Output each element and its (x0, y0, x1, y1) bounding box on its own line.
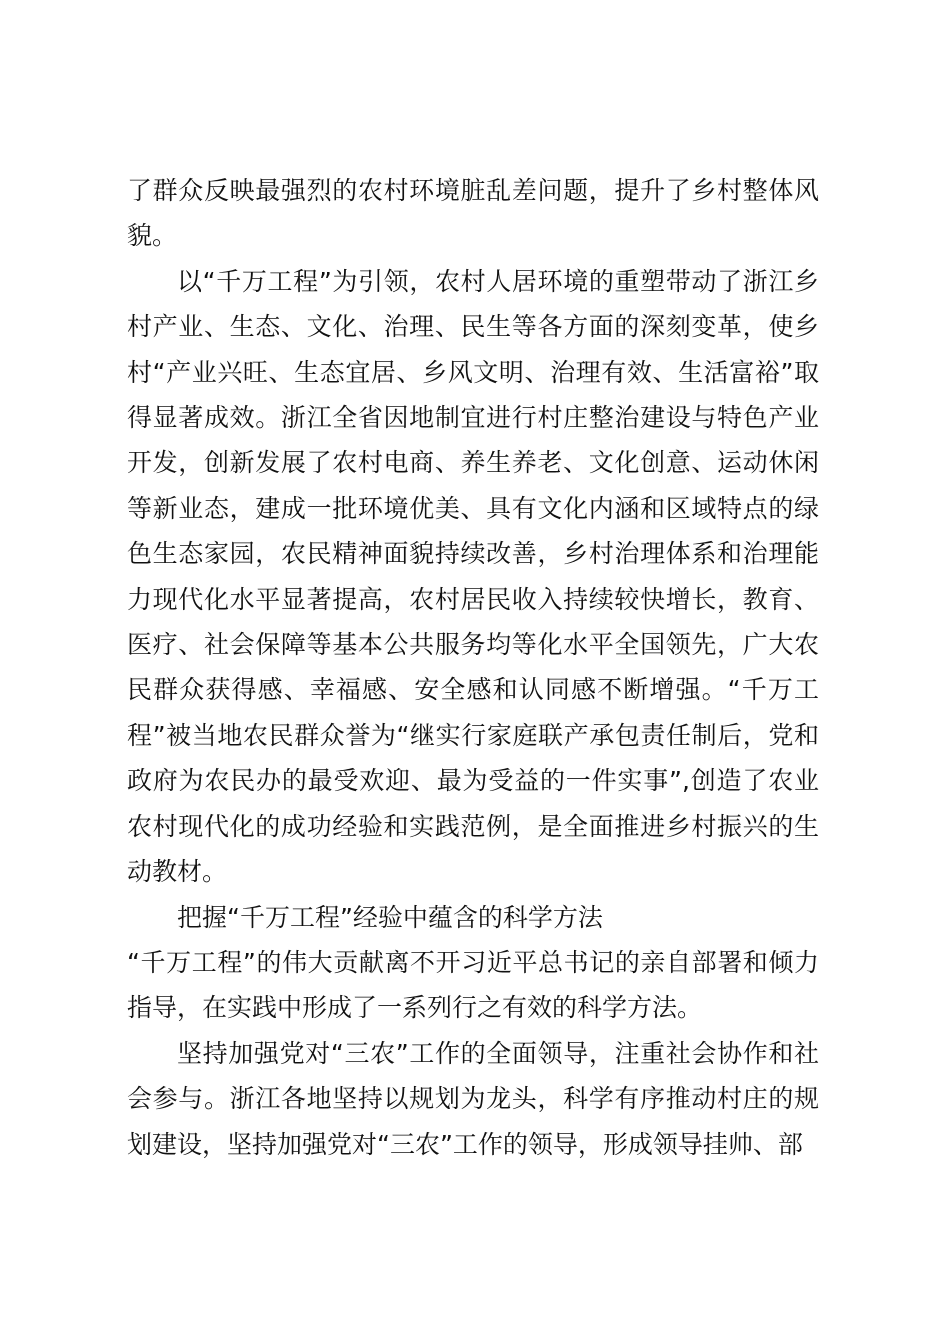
paragraph-party-leadership: 坚持加强党对“三农”工作的全面领导，注重社会协作和社会参与。浙江各地坚持以规划为龙头，科学有序推动村庄的规划建设，坚持加强党对“三农”工作的领导，形成领导挂帅、部 (127, 1038, 819, 1159)
paragraph-continuation: 了群众反映最强烈的农村环境脏乱差问题，提升了乡村整体风貌。 (127, 176, 819, 251)
document-body (127, 168, 819, 1167)
section-heading: 把握“千万工程”经验中蕴含的科学方法 (177, 902, 603, 932)
paragraph-qianwan-impact: 以“千万工程”为引领，农村人居环境的重塑带动了浙江乡村产业、生态、文化、治理、民生等各方面的深刻变革，使乡村“产业兴旺、生态宜居、乡风文明、治理有效、生活富裕”取得显著成效。浙江全省因地制宜进行村庄整治建设与特色产业开发，创新发展了农村电商、养生养老、文化创意、运动休闲等新业态，建成一批环境优美、具有文化内涵和区域特点的绿色生态家园，农民精神面貌持续改善，乡村治理体系和治理能力现代化水平显著提高，农村居民收入持续较快增长，教育、医疗、社会保障等基本公共服务均等化水平全国领先，广大农民群众获得感、幸福感、安全感和认同感不断增强。“千万工程”被当地农民群众誉为“继实行家庭联产承包责任制后，党和政府为农民办的最受欢迎、最为受益的一件实事”,创造了农业农村现代化的成功经验和实践范例，是全面推进乡村振兴的生动教材。 (127, 266, 819, 887)
paragraph-method-intro: “千万工程”的伟大贡献离不开习近平总书记的亲自部署和倾力指导，在实践中形成了一系列行之有效的科学方法。 (127, 947, 819, 1023)
